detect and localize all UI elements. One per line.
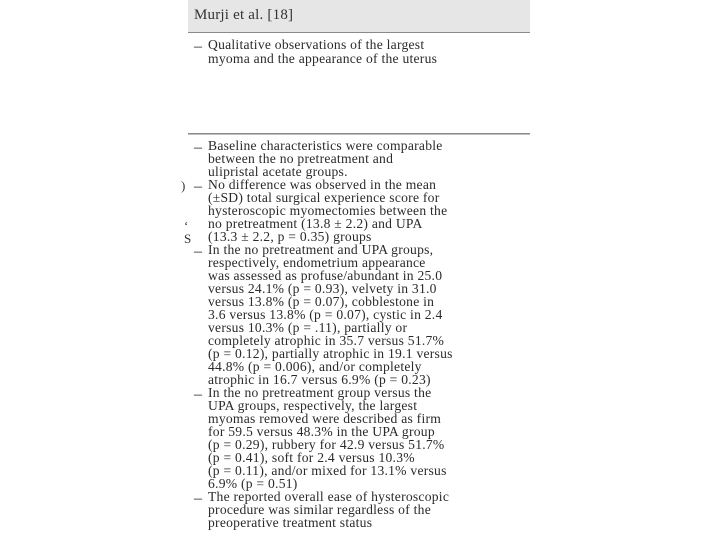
table-header-band <box>188 0 530 32</box>
text-line: for 59.5 versus 48.3% in the UPA group <box>208 424 435 439</box>
text-line: ulipristal acetate groups. <box>208 164 348 179</box>
text-line: was assessed as profuse/abundant in 25.0 <box>208 268 443 283</box>
text-line: 6.9% (p = 0.51) <box>208 476 298 491</box>
text-line: (p = 0.29), rubbery for 42.9 versus 51.7% <box>208 437 445 452</box>
text-line: Baseline characteristics were comparable <box>208 138 443 153</box>
cropped-column-mark: S <box>184 231 192 246</box>
bullet-item <box>194 178 528 243</box>
bullet-dash: – <box>194 38 202 55</box>
bullet-item <box>194 490 528 529</box>
text-line: 3.6 versus 13.8% (p = 0.07), cystic in 2.4 <box>208 307 443 322</box>
outcome-measures-cell <box>194 38 528 66</box>
bullet-item <box>194 38 528 66</box>
text-line: (p = 0.41), soft for 2.4 versus 10.3% <box>208 450 415 465</box>
bullet-item <box>194 243 528 386</box>
text-line: atrophic in 16.7 versus 6.9% (p = 0.23) <box>208 372 431 387</box>
text-line: respectively, endometrium appearance <box>208 255 426 270</box>
text-line: no pretreatment (13.8 ± 2.2) and UPA <box>208 216 423 231</box>
bullet-dash: – <box>194 178 202 195</box>
text-line: (p = 0.12), partially atrophic in 19.1 versus <box>208 346 453 361</box>
text-line: preoperative treatment status <box>208 515 373 530</box>
text-line: UPA groups, respectively, the largest <box>208 398 418 413</box>
cropped-column-mark: ) <box>181 178 186 193</box>
text-line: (13.3 ± 2.2, p = 0.35) groups <box>208 229 372 244</box>
results-cell <box>194 139 528 529</box>
text-line: myomas removed were described as firm <box>208 411 442 426</box>
text-line: completely atrophic in 35.7 versus 51.7% <box>208 333 445 348</box>
text-line: versus 13.8% (p = 0.07), cobblestone in <box>208 294 435 309</box>
bullet-dash: – <box>194 139 202 156</box>
text-line: No difference was observed in the mean <box>208 177 437 192</box>
text-line: between the no pretreatment and <box>208 151 394 166</box>
bullet-item <box>194 139 528 178</box>
table-fragment <box>188 0 530 540</box>
text-line: In the no pretreatment and UPA groups, <box>208 242 434 257</box>
text-line: Qualitative observations of the largest <box>208 37 425 52</box>
cropped-column-mark: ‘ <box>184 218 189 233</box>
header-rule <box>188 32 530 33</box>
text-line: versus 24.1% (p = 0.93), velvety in 31.0 <box>208 281 437 296</box>
text-line: procedure was similar regardless of the <box>208 502 432 517</box>
bullet-dash: – <box>194 386 202 403</box>
text-line: (±SD) total surgical experience score for <box>208 190 440 205</box>
text-line: The reported overall ease of hysteroscopic <box>208 489 450 504</box>
section-rule-shadow <box>188 134 530 135</box>
text-line: 44.8% (p = 0.006), and/or completely <box>208 359 422 374</box>
bullet-item <box>194 386 528 490</box>
bullet-dash: – <box>194 243 202 260</box>
text-line: (p = 0.11), and/or mixed for 13.1% versus <box>208 463 447 478</box>
text-line: myoma and the appearance of the uterus <box>208 51 438 66</box>
bullet-dash: – <box>194 490 202 507</box>
text-line: versus 10.3% (p = .11), partially or <box>208 320 408 335</box>
study-reference: Murji et al. [18] <box>194 7 294 23</box>
text-line: In the no pretreatment group versus the <box>208 385 432 400</box>
text-line: hysteroscopic myomectomies between the <box>208 203 448 218</box>
